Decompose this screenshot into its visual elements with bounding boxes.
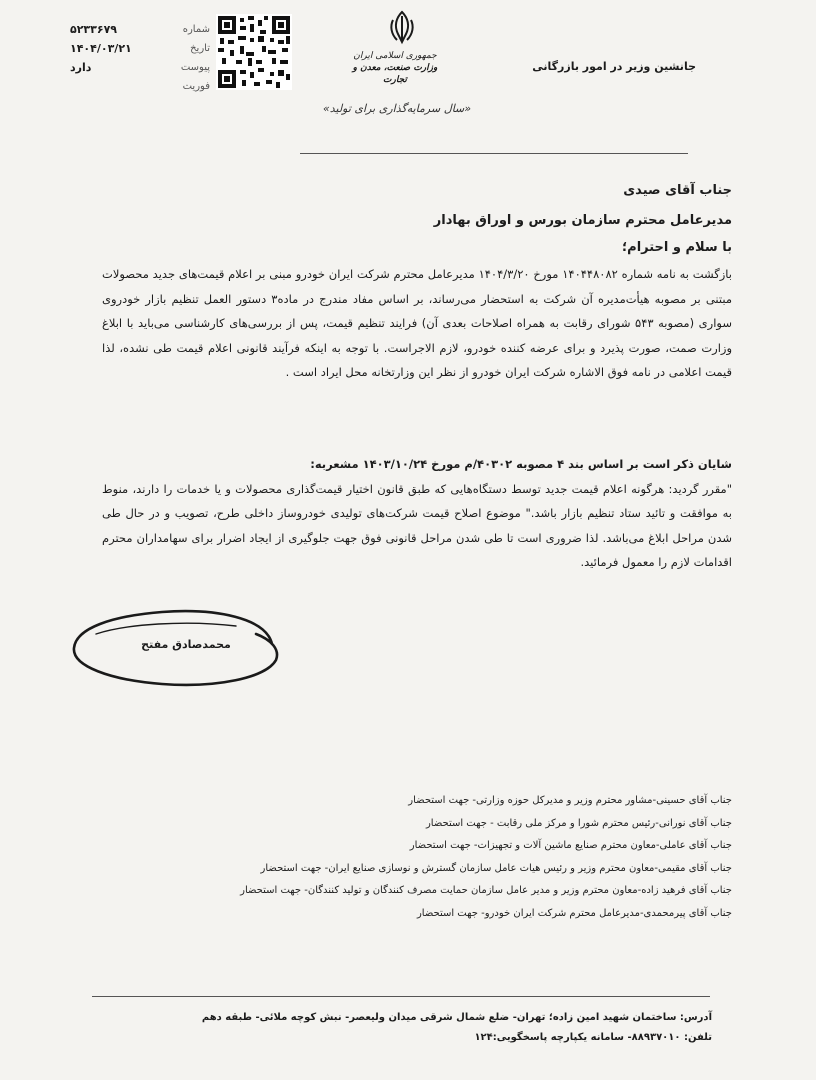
header-divider — [300, 153, 688, 154]
body-paragraph-1: بازگشت به نامه شماره ۱۴۰۴۴۸۰۸۲ مورخ ۱۴۰۴/۳/۲۰ مدیرعامل محترم شرکت ایران خودرو مبنی بر اعلام قیمت‌های جدید محصولات مبتنی بر مصوبه هیأت‌مدیره آن شرکت به استحضار می‌رساند، بر اساس مفاد مندرج در ماده۳ دستور العمل تنظیم بازار خودروی سواری (مصوبه ۵۴۳ شورای رقابت به همراه اصلاحات بعدی آن) فرایند تنظیم قیمت، پس از بررسی‌های کارشناسی می‌باید با ابلاغ وزارت صمت، صورت پذیرد و برای عرضه کننده خودرو، لازم الاجراست. با توجه به اینکه فرآیند قانونی اعلام قیمت طی نشده، لذا قیمت اعلامی در نامه فوق الاشاره شرکت ایران خودرو از نظر این وزارتخانه محل ایراد است . — [102, 267, 733, 379]
attachment-value: دارد — [70, 61, 92, 74]
cc-item: جناب آقای حسینی-مشاور محترم وزیر و مدیرکل حوزه وزارتی- جهت استحضار — [408, 795, 732, 806]
attachment-label: پیوست — [180, 62, 210, 73]
recipient-block — [434, 176, 732, 236]
recipient-name: جناب آقای صیدی — [623, 183, 732, 198]
footer-divider — [92, 996, 710, 997]
number-label: شماره — [182, 24, 210, 35]
paragraph2-lead: شایان ذکر است بر اساس بند ۴ مصوبه ۴۰۳۰۲/م مورخ ۱۴۰۳/۱۰/۲۴ مشعربه: — [310, 457, 732, 471]
date-value: ۱۴۰۴/۰۳/۲۱ — [70, 42, 132, 55]
cc-list — [112, 790, 732, 926]
ministry-line2: وزارت صنعت، معدن و تجارت — [352, 63, 438, 85]
greeting: با سلام و احترام؛ — [621, 240, 732, 255]
qr-code-icon — [216, 14, 292, 90]
signatory-name: محمدصادق مفتح — [141, 638, 231, 651]
footer-address: آدرس: ساختمان شهید امین زاده؛ تهران- ضلع شمال شرقی میدان ولیعصر- نبش کوچه ملائی- طبقه دهم — [201, 1012, 712, 1023]
footer — [92, 1008, 712, 1048]
ministry-block — [340, 50, 450, 86]
number-value: ۵۲۳۳۶۷۹ — [70, 23, 117, 36]
attachment-row — [70, 58, 210, 77]
body-paragraph-2 — [102, 452, 732, 575]
ministry-line1: جمهوری اسلامی ایران — [353, 51, 437, 61]
recipient-title: مدیرعامل محترم سازمان بورس و اوراق بهادار — [433, 213, 732, 228]
cc-item: جناب آقای عاملی-معاون محترم صنایع ماشین آلات و تجهیزات- جهت استحضار — [409, 840, 732, 852]
number-row — [70, 20, 210, 39]
cc-item: جناب آقای مقیمی-معاون محترم وزیر و رئیس هیات عامل سازمان گسترش و نوسازی صنایع ایران- جهت استحضار — [260, 862, 732, 874]
deputy-title: جانشین وزیر در امور بازرگانی — [532, 60, 696, 73]
letter-meta — [70, 20, 210, 96]
year-slogan: «سال سرمایه‌گذاری برای تولید» — [322, 102, 472, 115]
priority-label: فوریت — [182, 81, 210, 92]
iran-emblem-icon — [386, 8, 418, 46]
date-label: تاریخ — [190, 43, 210, 54]
paragraph2-body: "مقرر گردید: هرگونه اعلام قیمت جدید توسط دستگاه‌هایی که طبق قانون اختیار قیمت‌گذاری محصولات و یا خدمات را دارند، منوط به موافقت و تائید ستاد تنظیم بازار باشد." موضوع اصلاح قیمت شرکت‌های تولیدی خودروساز داخلی طرح، تصویب و در حال طی شدن مراحل ابلاغ می‌باشد. لذا ضروری است تا طی شدن مراحل قانونی فوق جهت جلوگیری از ایجاد اضرار برای سهامداران محترم اقدامات لازم را معمول فرمائید. — [102, 481, 732, 569]
footer-phone: تلفن: ۸۸۹۳۷۰۱۰- سامانه یکپارچه پاسخگویی:۱۲۴ — [474, 1032, 712, 1043]
cc-item: جناب آقای پیرمحمدی-مدیرعامل محترم شرکت ایران خودرو- جهت استحضار — [416, 907, 732, 919]
cc-item: جناب آقای نورانی-رئیس محترم شورا و مرکز ملی رقابت - جهت استحضار — [425, 817, 732, 829]
date-row — [70, 39, 210, 58]
priority-row — [70, 77, 210, 96]
cc-item: جناب آقای فرهید زاده-معاون محترم وزیر و مدیر عامل سازمان حمایت مصرف کنندگان و تولید کنندگان- جهت استحضار — [240, 885, 732, 897]
